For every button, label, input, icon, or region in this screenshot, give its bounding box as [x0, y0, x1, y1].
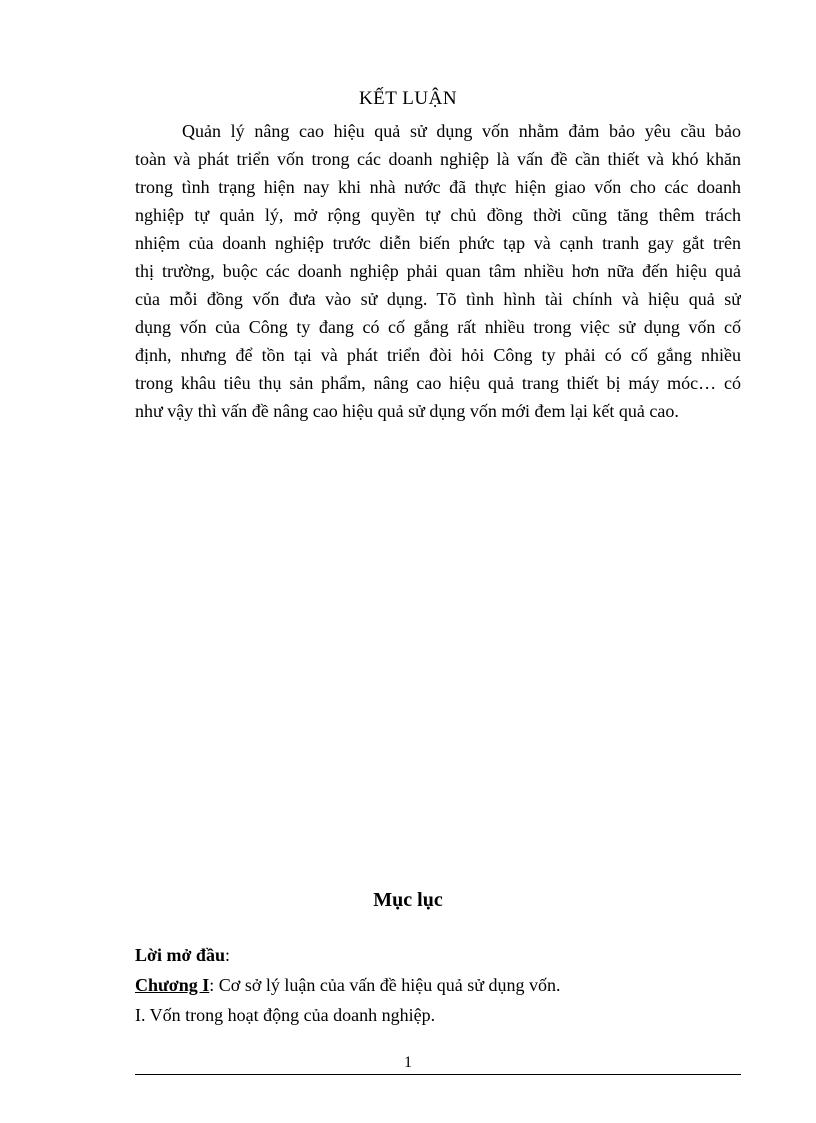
- conclusion-heading: KẾT LUẬN: [358, 88, 458, 109]
- paragraph-line: thị trường, buộc các doanh nghiệp phải quan tâm nhiều hơn nữa đến hiệu quả: [135, 261, 741, 281]
- paragraph-line: trong khâu tiêu thụ sản phẩm, nâng cao hiệu quả trang thiết bị máy móc… có: [135, 373, 741, 393]
- paragraph-line: nghiệp tự quản lý, mở rộng quyền tự chủ đồng thời cũng tăng thêm trách: [135, 205, 741, 225]
- paragraph-line: toàn và phát triển vốn trong các doanh nghiệp là vấn đề cần thiết và khó khăn: [135, 149, 741, 169]
- toc-item-chapter-1: [135, 970, 741, 1000]
- toc-chapter-1-title: : Cơ sở lý luận của vấn đề hiệu quả sử dụng vốn.: [209, 975, 561, 995]
- paragraph-line: trong tình trạng hiện nay khi nhà nước đã thực hiện giao vốn cho các doanh: [135, 177, 741, 197]
- toc-intro-label: Lời mở đầu: [135, 945, 225, 965]
- page-number: 1: [404, 1054, 412, 1071]
- table-of-contents: [135, 940, 741, 1030]
- toc-item-section-1: I. Vốn trong hoạt động của doanh nghiệp.: [135, 1005, 436, 1025]
- toc-heading: Mục lục: [373, 889, 443, 911]
- conclusion-paragraph: [135, 117, 741, 425]
- toc-intro-suffix: :: [224, 945, 230, 965]
- paragraph-line: nhiệm của doanh nghiệp trước diễn biến phức tạp và cạnh tranh gay gắt trên: [135, 233, 741, 253]
- toc-chapter-1-label: Chương I: [135, 975, 210, 995]
- paragraph-line: dụng vốn của Công ty đang có cố gắng rất nhiều trong việc sử dụng vốn cố: [135, 317, 741, 337]
- footer-divider: [135, 1074, 741, 1075]
- toc-item-intro: [135, 940, 741, 970]
- paragraph-line: của mỗi đồng vốn đưa vào sử dụng. Tõ tình hình tài chính và hiệu quả sử: [135, 289, 741, 309]
- paragraph-line: định, nhưng để tồn tại và phát triển đòi hỏi Công ty phải có cố gắng nhiều: [135, 345, 741, 365]
- paragraph-line: như vậy thì vấn đề nâng cao hiệu quả sử dụng vốn mới đem lại kết quả cao.: [135, 401, 679, 421]
- paragraph-line: Quản lý nâng cao hiệu quả sử dụng vốn nhằm đảm bảo yêu cầu bảo: [182, 121, 741, 141]
